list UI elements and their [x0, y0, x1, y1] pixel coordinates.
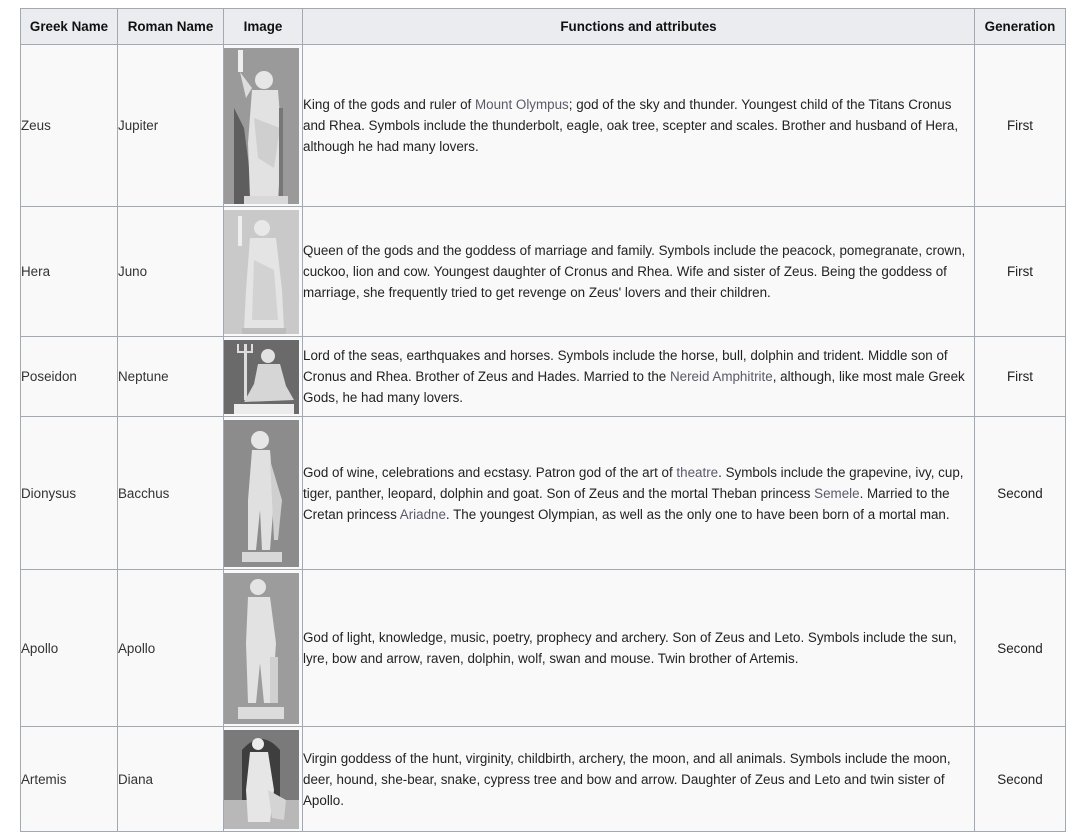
nereid-amphitrite-link[interactable]: Nereid Amphitrite	[669, 369, 773, 384]
functions-attributes: Virgin goddess of the hunt, virginity, childbirth, archery, the moon, and all animals. Symbols include the moon, deer, hound, she-bear, snake, cypress tree and bow and arrow. Daughter of Zeus and Leto and twin sister of Apollo.	[303, 727, 975, 832]
greek-name: Hera	[21, 207, 118, 337]
functions-attributes: Lord of the seas, earthquakes and horses. Symbols include the horse, bull, dolphin and trident. Middle son of Cronus and Rhea. Brother of Zeus and Hades. Married to the Nereid Amphitrite, although, like most male Greek Gods, he had many lovers.	[303, 337, 975, 417]
header-image: Image	[224, 9, 303, 45]
table-row	[21, 570, 1066, 727]
greek-name: Apollo	[21, 570, 118, 727]
generation: Second	[975, 727, 1066, 832]
theatre-link[interactable]: theatre	[676, 464, 719, 480]
generation: First	[975, 207, 1066, 337]
header-generation[interactable]: Generation	[975, 9, 1066, 45]
header-greek-name[interactable]: Greek Name	[21, 9, 118, 45]
greek-name: Poseidon	[21, 337, 118, 417]
mount-olympus-link[interactable]: Mount Olympus	[474, 97, 569, 112]
olympian-gods-table	[20, 8, 1066, 832]
functions-attributes: King of the gods and ruler of Mount Olympus; god of the sky and thunder. Youngest child of the Titans Cronus and Rhea. Symbols include the thunderbolt, eagle, oak tree, scepter and scales. Brother and husband of Hera, although he had many lovers.	[303, 45, 975, 207]
roman-name: Bacchus	[118, 417, 224, 570]
statue-hera-image[interactable]	[224, 210, 299, 334]
semele-link[interactable]: Semele	[814, 485, 860, 501]
table-row	[21, 207, 1066, 337]
header-roman-name[interactable]: Roman Name	[118, 9, 224, 45]
statue-poseidon-image[interactable]	[224, 340, 299, 414]
ariadne-link[interactable]: Ariadne	[399, 506, 446, 522]
generation: First	[975, 45, 1066, 207]
table-row	[21, 45, 1066, 207]
header-row	[21, 9, 1066, 45]
table-row	[21, 337, 1066, 417]
roman-name: Apollo	[118, 570, 224, 727]
statue-apollo-image[interactable]	[224, 573, 299, 724]
generation: Second	[975, 570, 1066, 727]
generation: Second	[975, 417, 1066, 570]
roman-name: Juno	[118, 207, 224, 337]
roman-name: Neptune	[118, 337, 224, 417]
header-functions: Functions and attributes	[303, 9, 975, 45]
functions-attributes: Queen of the gods and the goddess of marriage and family. Symbols include the peacock, pomegranate, crown, cuckoo, lion and cow. Youngest daughter of Cronus and Rhea. Wife and sister of Zeus. Being the goddess of marriage, she frequently tried to get revenge on Zeus' lovers and their children.	[303, 207, 975, 337]
statue-artemis-image[interactable]	[224, 730, 299, 829]
greek-name: Zeus	[21, 45, 118, 207]
table-row	[21, 727, 1066, 832]
statue-zeus-image[interactable]	[224, 48, 299, 204]
greek-name: Dionysus	[21, 417, 118, 570]
table-row	[21, 417, 1066, 570]
functions-attributes: God of wine, celebrations and ecstasy. Patron god of the art of theatre. Symbols include the grapevine, ivy, cup, tiger, panther, leopard, dolphin and goat. Son of Zeus and the mortal Theban princess Semele. Married to the Cretan princess Ariadne. The youngest Olympian, as well as the only one to have been born of a mortal man.	[303, 417, 975, 570]
greek-name: Artemis	[21, 727, 118, 832]
generation: First	[975, 337, 1066, 417]
functions-attributes: God of light, knowledge, music, poetry, prophecy and archery. Son of Zeus and Leto. Symbols include the sun, lyre, bow and arrow, raven, dolphin, wolf, swan and mouse. Twin brother of Artemis.	[303, 570, 975, 727]
statue-dionysus-image[interactable]	[224, 420, 299, 567]
roman-name: Diana	[118, 727, 224, 832]
roman-name: Jupiter	[118, 45, 224, 207]
